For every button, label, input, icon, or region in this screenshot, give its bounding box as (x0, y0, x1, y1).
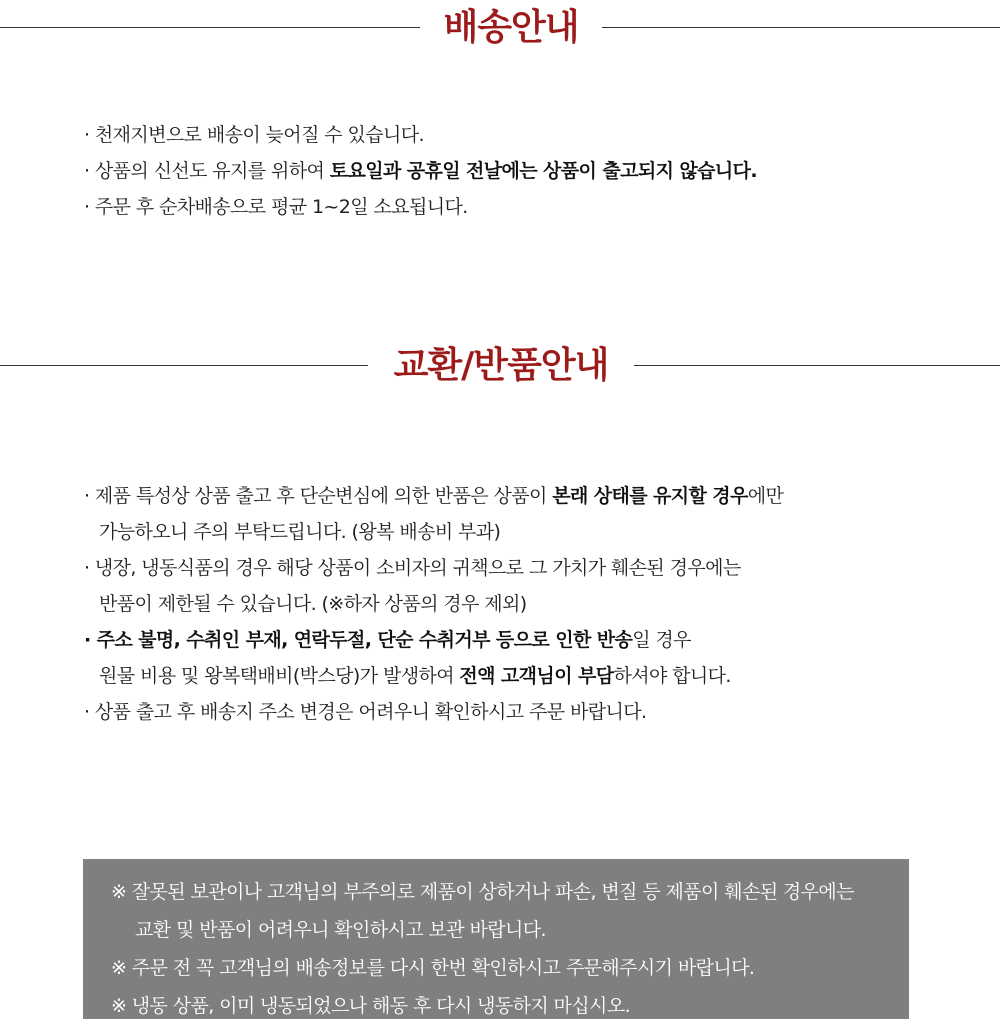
item-text: 천재지변으로 배송이 늦어질 수 있습니다. (94, 124, 424, 146)
item-text: 반품이 제한될 수 있습니다. (※하자 상품의 경우 제외) (99, 593, 527, 615)
item-text: 가능하오니 주의 부탁드립니다. (왕복 배송비 부과) (99, 521, 501, 543)
item-text: 냉장, 냉동식품의 경우 해당 상품이 소비자의 귀책으로 그 가치가 훼손된 경우에는 (94, 557, 741, 579)
exchange-section-header (0, 338, 1000, 398)
header-rule-right (602, 27, 1000, 28)
list-item-continuation (84, 514, 964, 550)
shipping-info-list (84, 117, 964, 225)
item-bold-text: 토요일과 공휴일 전날에는 상품이 출고되지 않습니다. (329, 160, 757, 182)
list-item-continuation (84, 658, 964, 694)
shipping-section-header (0, 0, 1000, 60)
bullet: · (84, 557, 95, 579)
item-text: 원물 비용 및 왕복택배비(박스당)가 발생하여 (99, 665, 460, 687)
list-item (84, 550, 964, 586)
item-text: 주문 후 순차배송으로 평균 1~2일 소요됩니다. (94, 196, 468, 218)
item-bold-text: 본래 상태를 유지할 경우 (552, 485, 748, 507)
item-text: 상품 출고 후 배송지 주소 변경은 어려우니 확인하시고 주문 바랍니다. (94, 701, 647, 723)
exchange-title: 교환/반품안내 (393, 345, 609, 386)
list-item (84, 622, 964, 658)
list-item-continuation (84, 586, 964, 622)
list-item (84, 189, 964, 225)
bullet: · (84, 160, 95, 182)
bullet: · (84, 124, 95, 146)
bullet: · (84, 196, 95, 218)
bullet: · (84, 701, 95, 723)
item-text: 하셔야 합니다. (613, 665, 731, 687)
header-rule-right (634, 365, 1000, 366)
notice-line: ※ 주문 전 꼭 고객님의 배송정보를 다시 한번 확인하시고 주문해주시기 바랍니다. (111, 957, 755, 979)
list-item (84, 117, 964, 153)
item-bold-text: 주소 불명, 수취인 부재, 연락두절, 단순 수취거부 등으로 인한 반송 (96, 629, 633, 651)
notice-line: ※ 잘못된 보관이나 고객님의 부주의로 제품이 상하거나 파손, 변질 등 제품이 훼손된 경우에는 (111, 881, 854, 903)
header-rule-left (0, 27, 420, 28)
item-text: 에만 (747, 485, 784, 507)
exchange-info-list (84, 478, 964, 730)
list-item (84, 478, 964, 514)
notice-line: 교환 및 반품이 어려우니 확인하시고 보관 바랍니다. (135, 919, 546, 941)
item-text: 제품 특성상 상품 출고 후 단순변심에 의한 반품은 상품이 (94, 485, 553, 507)
list-item (84, 153, 964, 189)
bullet: · (84, 485, 95, 507)
shipping-title: 배송안내 (443, 7, 579, 48)
list-item (84, 694, 964, 730)
bullet: · (84, 629, 97, 651)
item-bold-text: 전액 고객님이 부담 (459, 665, 614, 687)
notice-box (83, 859, 909, 1019)
item-text: 상품의 신선도 유지를 위하여 (94, 160, 330, 182)
notice-line: ※ 냉동 상품, 이미 냉동되었으나 해동 후 다시 냉동하지 마십시오. (111, 995, 631, 1017)
header-rule-left (0, 365, 368, 366)
item-text: 일 경우 (632, 629, 691, 651)
